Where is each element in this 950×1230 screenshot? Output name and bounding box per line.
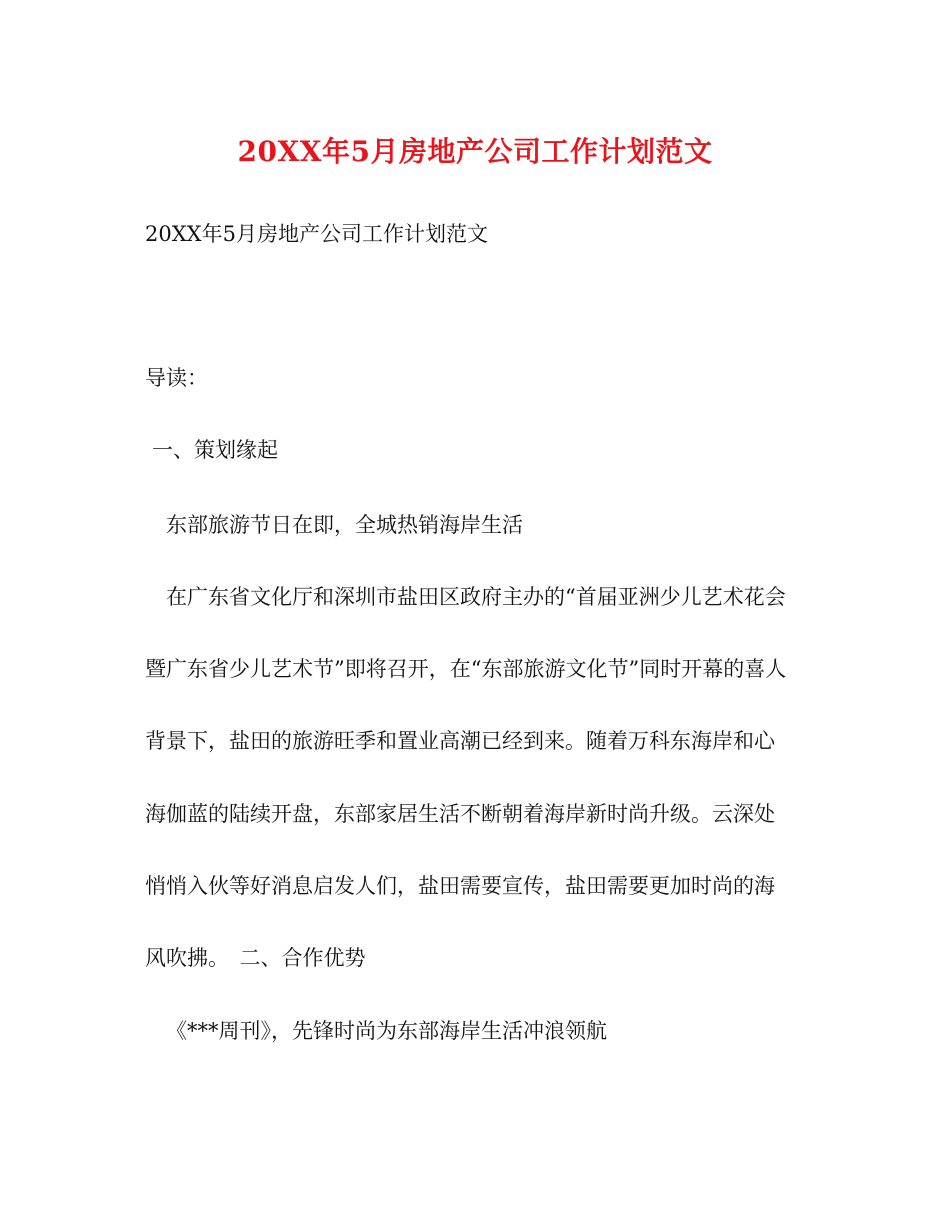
intro-label: 导读： <box>145 366 208 390</box>
section-subheading: 东部旅游节日在即，全城热销海岸生活 <box>166 513 523 537</box>
document-subtitle: 20XX年5月房地产公司工作计划范文 <box>145 222 488 246</box>
paragraph-line: 海伽蓝的陆续开盘，东部家居生活不断朝着海岸新时尚升级。云深处 <box>145 802 775 826</box>
paragraph-line: 《***周刊》，先锋时尚为东部海岸生活冲浪领航 <box>166 1019 607 1043</box>
paragraph-line: 悄悄入伙等好消息启发人们，盐田需要宣传，盐田需要更加时尚的海 <box>145 874 775 898</box>
paragraph-line: 暨广东省少儿艺术节”即将召开，在“东部旅游文化节”同时开幕的喜人 <box>145 657 787 681</box>
document-title: 20XX年5月房地产公司工作计划范文 <box>237 135 713 168</box>
paragraph-line: 风吹拂。 二、合作优势 <box>145 946 366 970</box>
paragraph-line: 背景下，盐田的旅游旺季和置业高潮已经到来。随着万科东海岸和心 <box>145 729 775 753</box>
paragraph-line: 在广东省文化厅和深圳市盐田区政府主办的“首届亚洲少儿艺术花会 <box>166 585 786 609</box>
section-heading: 一、策划缘起 <box>152 438 278 462</box>
